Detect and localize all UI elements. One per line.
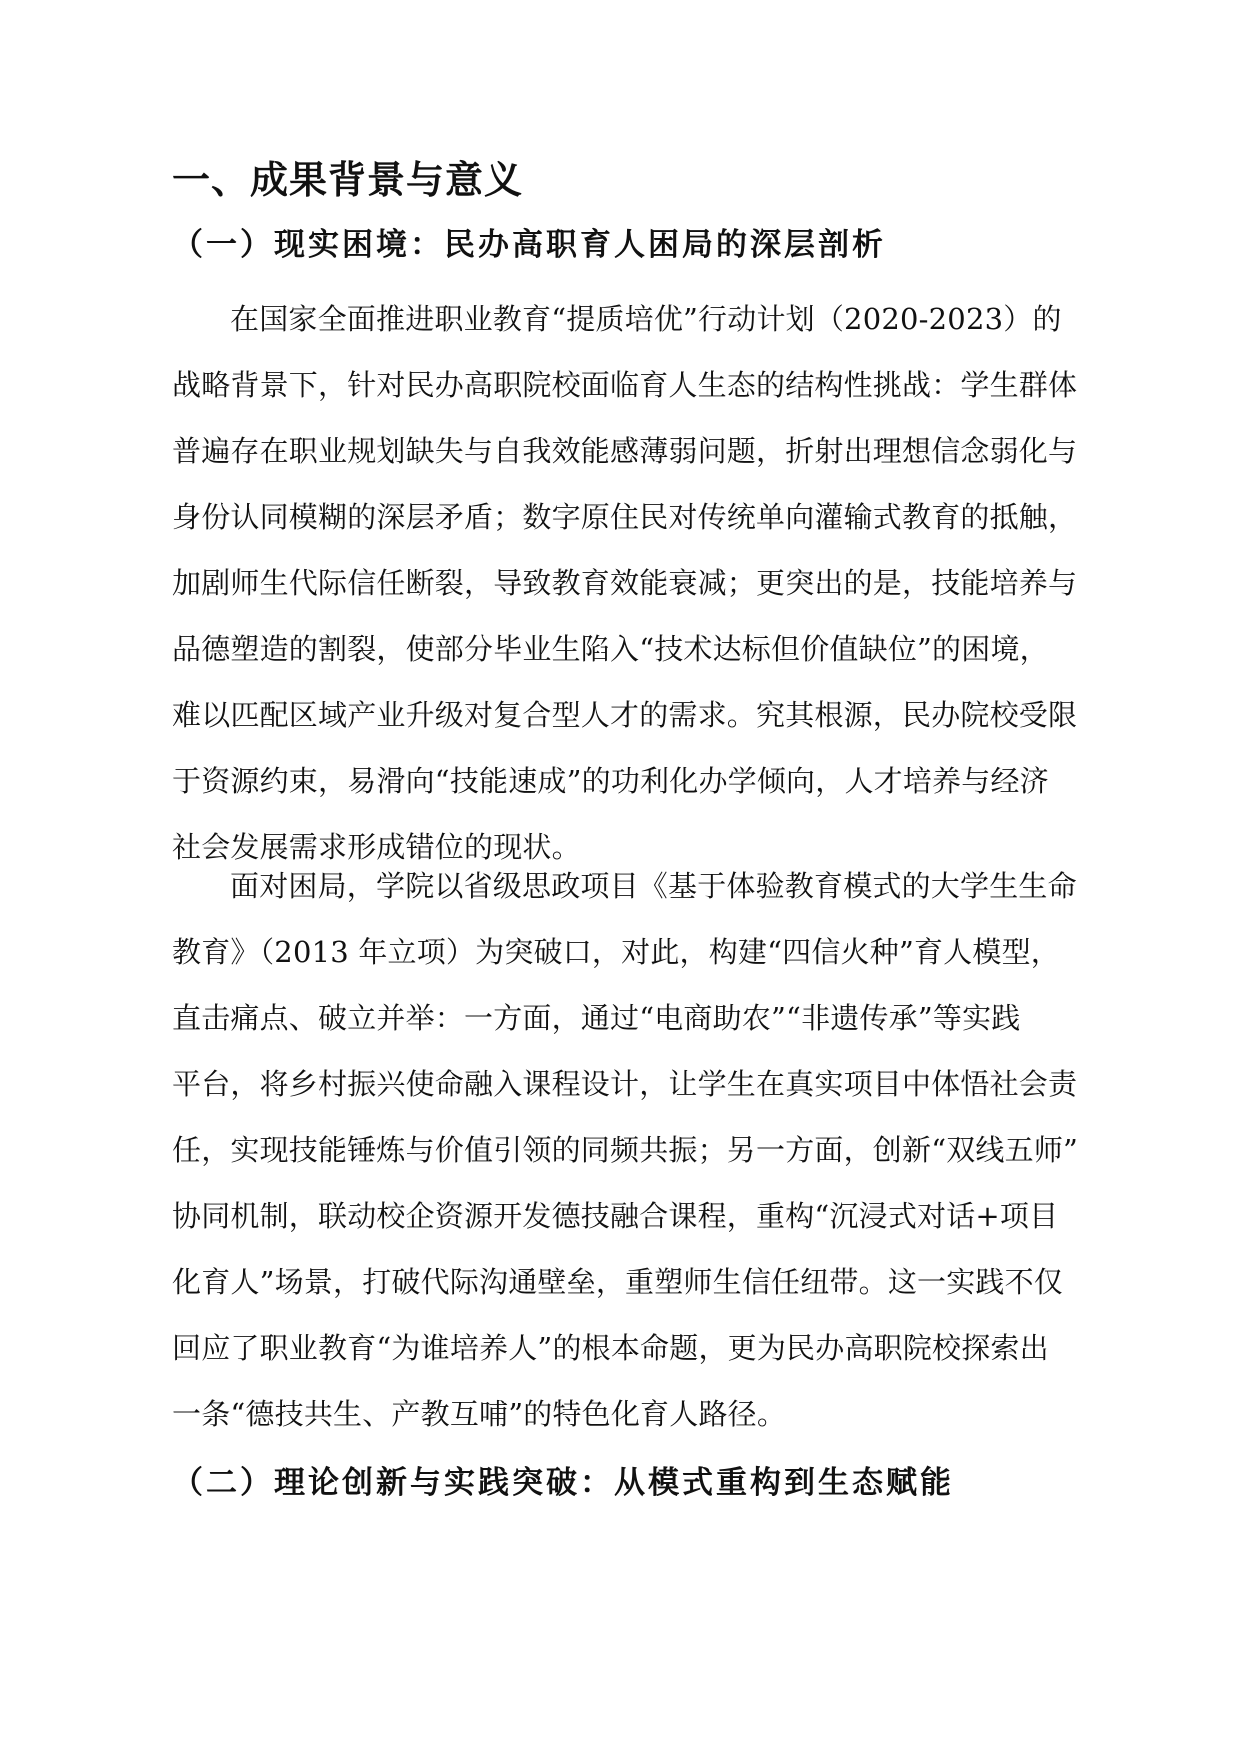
paragraph-line: 任，实现技能锤炼与价值引领的同频共振；另一方面，创新“双线五师” xyxy=(172,1133,1079,1167)
paragraph-line: 一条“德技共生、产教互哺”的特色化育人路径。 xyxy=(172,1397,787,1431)
body-paragraph-2 xyxy=(172,853,1079,1447)
paragraph-line: 教育》（2013 年立项）为突破口，对此，构建“四信火种”育人模型， xyxy=(172,935,1060,969)
paragraph-line: 化育人”场景，打破代际沟通壁垒，重塑师生信任纽带。这一实践不仅 xyxy=(172,1265,1064,1299)
subsection-heading-2: （二）理论创新与实践突破：从模式重构到生态赋能 xyxy=(172,1465,954,1501)
paragraph-line: 在国家全面推进职业教育“提质培优”行动计划（2020-2023）的 xyxy=(230,302,1062,336)
paragraph-line: 普遍存在职业规划缺失与自我效能感薄弱问题，折射出理想信念弱化与 xyxy=(172,434,1078,468)
paragraph-line: 身份认同模糊的深层矛盾；数字原住民对传统单向灌输式教育的抵触， xyxy=(172,500,1078,534)
paragraph-line: 面对困局，学院以省级思政项目《基于体验教育模式的大学生生命 xyxy=(230,869,1077,903)
paragraph-line: 品德塑造的割裂，使部分毕业生陷入“技术达标但价值缺位”的困境， xyxy=(172,632,1049,666)
body-paragraph-1 xyxy=(172,286,1078,880)
paragraph-line: 加剧师生代际信任断裂，导致教育效能衰减；更突出的是，技能培养与 xyxy=(172,566,1078,600)
section-heading: 一、成果背景与意义 xyxy=(172,158,524,202)
paragraph-line: 直击痛点、破立并举：一方面，通过“电商助农”“非遗传承”等实践 xyxy=(172,1001,1021,1035)
paragraph-line: 平台，将乡村振兴使命融入课程设计，让学生在真实项目中体悟社会责 xyxy=(172,1067,1078,1101)
paragraph-line: 回应了职业教育“为谁培养人”的根本命题，更为民办高职院校探索出 xyxy=(172,1331,1049,1365)
subsection-heading-1: （一）现实困境：民办高职育人困局的深层剖析 xyxy=(172,227,886,263)
paragraph-line: 难以匹配区域产业升级对复合型人才的需求。究其根源，民办院校受限 xyxy=(172,698,1078,732)
paragraph-line: 于资源约束，易滑向“技能速成”的功利化办学倾向，人才培养与经济 xyxy=(172,764,1049,798)
paragraph-line: 战略背景下，针对民办高职院校面临育人生态的结构性挑战：学生群体 xyxy=(172,368,1078,402)
paragraph-line: 社会发展需求形成错位的现状。 xyxy=(172,830,581,864)
paragraph-line: 协同机制，联动校企资源开发德技融合课程，重构“沉浸式对话+项目 xyxy=(172,1199,1059,1233)
